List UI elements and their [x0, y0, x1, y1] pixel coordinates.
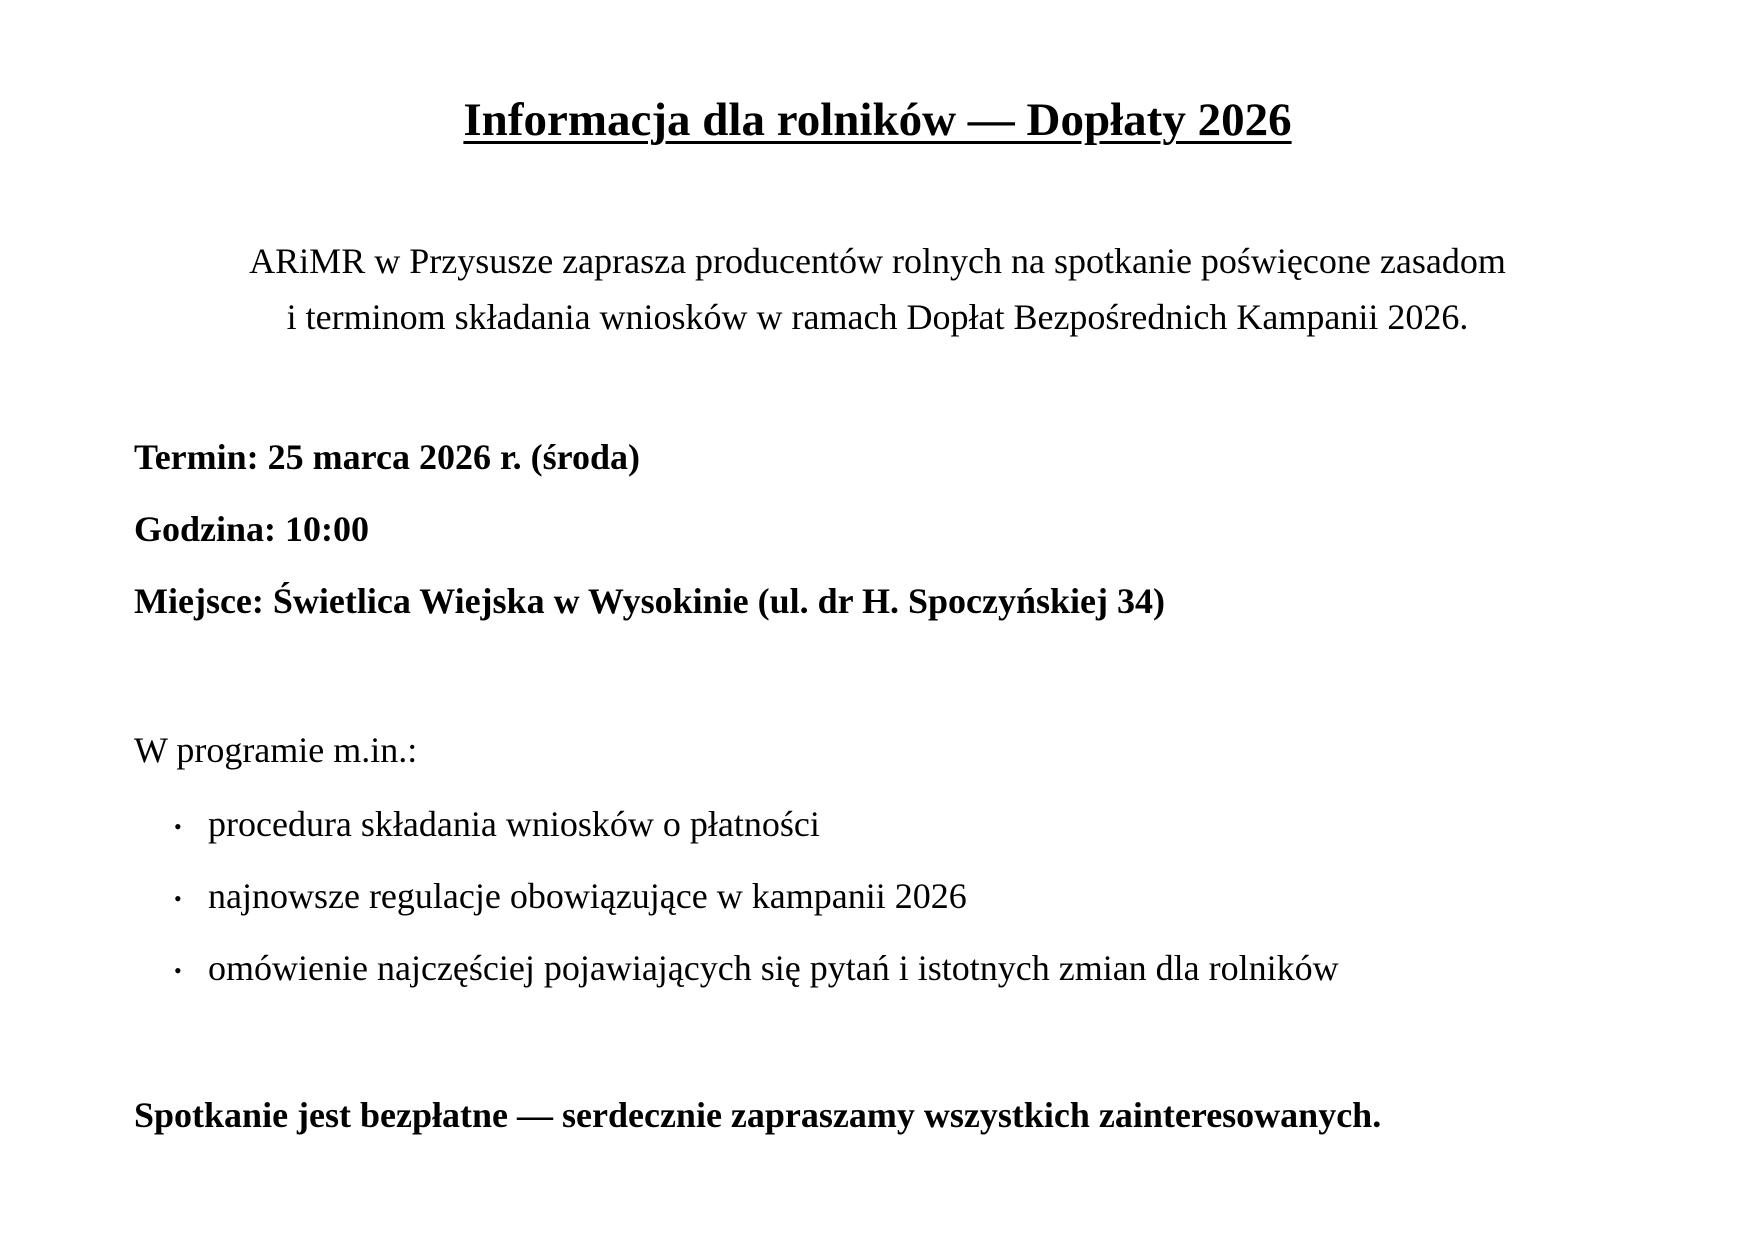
meeting-date: Termin: 25 marca 2026 r. (środa) [134, 437, 640, 477]
bullet-icon: • [174, 958, 182, 983]
program-heading: W programie m.in.: [134, 730, 418, 770]
list-item-text: procedura składania wniosków o płatności [208, 804, 820, 844]
bullet-icon: • [174, 886, 182, 911]
bullet-icon: • [174, 814, 182, 839]
meeting-place: Miejsce: Świetlica Wiejska w Wysokinie (ul. dr H. Spoczyńskiej 34) [134, 581, 1165, 621]
intro-paragraph [0, 233, 1755, 345]
list-item [134, 947, 1339, 1019]
closing-statement: Spotkanie jest bezpłatne — serdecznie zapraszamy wszystkich zainteresowanych. [134, 1095, 1382, 1135]
intro-line-2: i terminom składania wniosków w ramach Dopłat Bezpośrednich Kampanii 2026. [286, 297, 1469, 337]
list-item-text: omówienie najczęściej pojawiających się pytań i istotnych zmian dla rolników [208, 948, 1339, 988]
meeting-details [134, 436, 1165, 652]
list-item [134, 875, 1339, 947]
document-title: Informacja dla rolników — Dopłaty 2026 [463, 94, 1292, 146]
meeting-time: Godzina: 10:00 [134, 509, 370, 549]
intro-line-1: ARiMR w Przysusze zaprasza producentów rolnych na spotkanie poświęcone zasadom [249, 241, 1506, 281]
program-list [134, 803, 1339, 1019]
list-item [134, 803, 1339, 875]
list-item-text: najnowsze regulacje obowiązujące w kampanii 2026 [208, 876, 967, 916]
